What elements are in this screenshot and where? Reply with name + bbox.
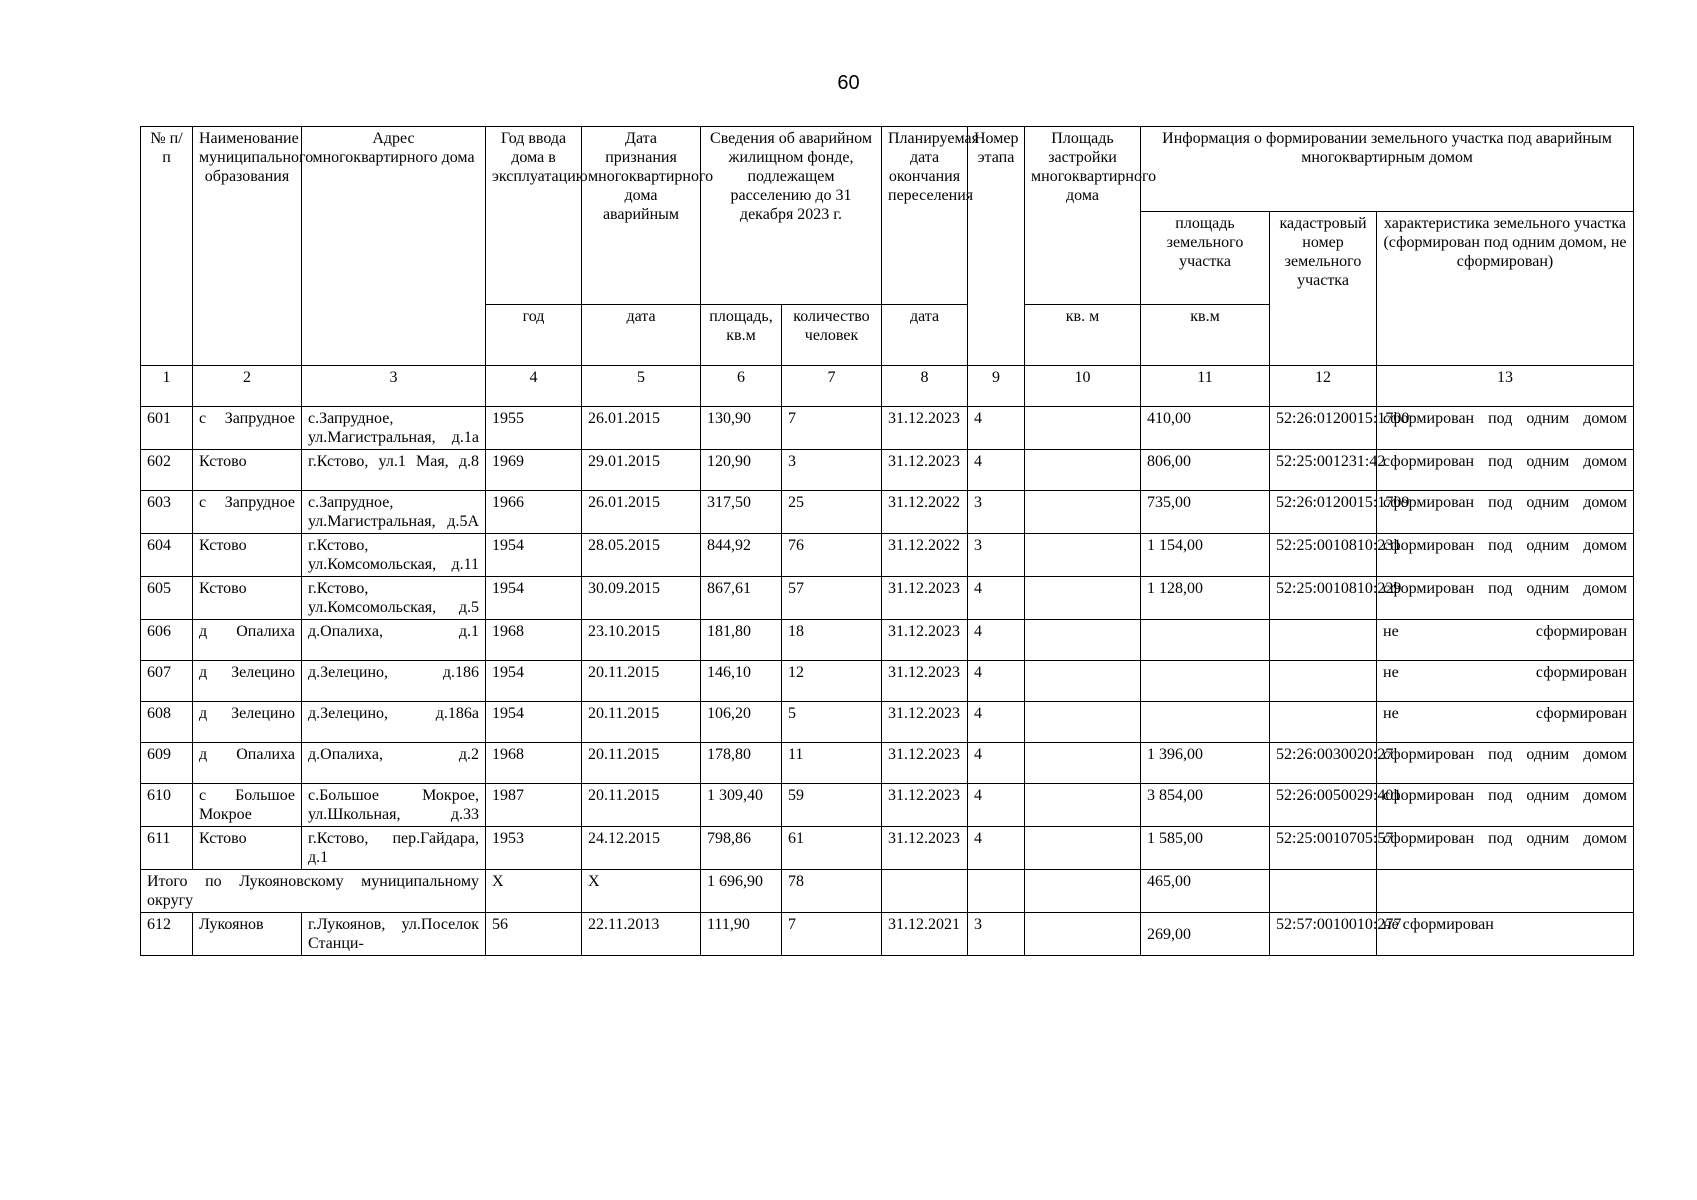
header-land-info: Информация о формировании земельного участка под аварийным многоквартирным домом <box>1141 127 1634 212</box>
emergency-housing-table <box>140 126 1634 956</box>
row-land <box>1141 661 1270 702</box>
row-municipality: с Запрудное <box>193 407 302 450</box>
row-year: 1968 <box>486 743 582 784</box>
column-number: 7 <box>782 366 882 407</box>
row-date: 20.11.2015 <box>582 661 701 702</box>
row-year: 1954 <box>486 534 582 577</box>
row-end: 31.12.2023 <box>882 743 968 784</box>
row-area: 106,20 <box>701 702 782 743</box>
row-date: 26.01.2015 <box>582 491 701 534</box>
row-area: 181,80 <box>701 620 782 661</box>
row-build <box>1025 450 1141 491</box>
row-date: 20.11.2015 <box>582 784 701 827</box>
table-footer <box>141 870 1634 956</box>
row-stage: 3 <box>968 913 1025 956</box>
column-number: 13 <box>1377 366 1634 407</box>
row-people: 7 <box>782 407 882 450</box>
row-cad: 52:26:0120015:1700 <box>1270 407 1377 450</box>
row-build <box>1025 743 1141 784</box>
row-address: г.Кстово, пер.Гайдара, д.1 <box>302 827 486 870</box>
row-area: 867,61 <box>701 577 782 620</box>
row-people: 3 <box>782 450 882 491</box>
row-char: не сформирован <box>1377 661 1634 702</box>
row-area: 130,90 <box>701 407 782 450</box>
header-emergency-fund: Сведения об аварийном жилищном фонде, подлежащем расселению до 31 декабря 2023 г. <box>701 127 882 305</box>
row-people: 12 <box>782 661 882 702</box>
row-area: 1 309,40 <box>701 784 782 827</box>
row-area: 178,80 <box>701 743 782 784</box>
row-date: 20.11.2015 <box>582 702 701 743</box>
row-number: 602 <box>141 450 193 491</box>
row-number: 604 <box>141 534 193 577</box>
unit-area: площадь, кв.м <box>701 305 782 366</box>
row-people: 76 <box>782 534 882 577</box>
unit-land-area: кв.м <box>1141 305 1270 366</box>
row-year: 1987 <box>486 784 582 827</box>
table-row <box>141 743 1634 784</box>
header-emergency-date: Дата признания многоквартирного дома аварийным <box>582 127 701 305</box>
row-people: 11 <box>782 743 882 784</box>
row-cad <box>1270 702 1377 743</box>
row-end: 31.12.2022 <box>882 534 968 577</box>
table-row <box>141 702 1634 743</box>
total-end <box>882 870 968 913</box>
row-year: 1954 <box>486 702 582 743</box>
row-municipality: Кстово <box>193 827 302 870</box>
table-header <box>141 127 1634 407</box>
row-area: 844,92 <box>701 534 782 577</box>
total-land: 465,00 <box>1141 870 1270 913</box>
unit-year: год <box>486 305 582 366</box>
row-year: 1955 <box>486 407 582 450</box>
table-row <box>141 491 1634 534</box>
header-cadastral: кадастровый номер земельного участка <box>1270 212 1377 366</box>
column-number: 5 <box>582 366 701 407</box>
row-address: г.Кстово, ул.Комсомольская, д.5 <box>302 577 486 620</box>
table-row <box>141 784 1634 827</box>
row-cad: 52:26:0050029:401 <box>1270 784 1377 827</box>
total-people: 78 <box>782 870 882 913</box>
row-municipality: д Опалиха <box>193 743 302 784</box>
table-row <box>141 577 1634 620</box>
row-cad: 52:25:001231:42 <box>1270 450 1377 491</box>
row-date: 20.11.2015 <box>582 743 701 784</box>
row-char: не сформирован <box>1377 702 1634 743</box>
row-char: сформирован под одним домом <box>1377 534 1634 577</box>
row-stage: 3 <box>968 491 1025 534</box>
row-municipality: Кстово <box>193 534 302 577</box>
table-row <box>141 913 1634 956</box>
row-cad: 52:25:0010810:231 <box>1270 534 1377 577</box>
row-land: 735,00 <box>1141 491 1270 534</box>
row-land <box>1141 620 1270 661</box>
header-land-area: площадь земельного участка <box>1141 212 1270 305</box>
row-number: 611 <box>141 827 193 870</box>
column-number: 6 <box>701 366 782 407</box>
row-stage: 4 <box>968 743 1025 784</box>
row-municipality: Кстово <box>193 450 302 491</box>
header-planned-end: Планируемая дата окончания переселения <box>882 127 968 305</box>
row-area: 146,10 <box>701 661 782 702</box>
unit-end-date: дата <box>882 305 968 366</box>
total-stage <box>968 870 1025 913</box>
row-date: 23.10.2015 <box>582 620 701 661</box>
row-address: г.Кстово, ул.1 Мая, д.8 <box>302 450 486 491</box>
header-build-area: Площадь застройки многоквартирного дома <box>1025 127 1141 305</box>
row-char: сформирован под одним домом <box>1377 450 1634 491</box>
table-body <box>141 407 1634 870</box>
row-end: 31.12.2023 <box>882 702 968 743</box>
total-build <box>1025 870 1141 913</box>
row-number: 603 <box>141 491 193 534</box>
header-address: Адрес многоквартирного дома <box>302 127 486 366</box>
row-cad: 52:26:0030020:27 <box>1270 743 1377 784</box>
row-people: 5 <box>782 702 882 743</box>
row-stage: 4 <box>968 407 1025 450</box>
header-municipality: Наименование муниципального образования <box>193 127 302 366</box>
row-end: 31.12.2023 <box>882 620 968 661</box>
row-municipality: д Опалиха <box>193 620 302 661</box>
row-stage: 4 <box>968 661 1025 702</box>
row-cad: 52:26:0120015:1709 <box>1270 491 1377 534</box>
row-address: с.Большое Мокрое, ул.Школьная, д.33 <box>302 784 486 827</box>
row-address: г.Кстово, ул.Комсомольская, д.11 <box>302 534 486 577</box>
row-people: 25 <box>782 491 882 534</box>
unit-people: количество человек <box>782 305 882 366</box>
row-people: 57 <box>782 577 882 620</box>
column-number: 4 <box>486 366 582 407</box>
unit-build-area: кв. м <box>1025 305 1141 366</box>
row-build <box>1025 534 1141 577</box>
row-stage: 4 <box>968 620 1025 661</box>
row-year: 1968 <box>486 620 582 661</box>
row-char: не сформирован <box>1377 620 1634 661</box>
row-number: 605 <box>141 577 193 620</box>
row-number: 606 <box>141 620 193 661</box>
row-build <box>1025 577 1141 620</box>
total-char <box>1377 870 1634 913</box>
row-stage: 4 <box>968 577 1025 620</box>
row-address: д.Зелецино, д.186а <box>302 702 486 743</box>
row-year: 1954 <box>486 661 582 702</box>
row-address: д.Опалиха, д.2 <box>302 743 486 784</box>
row-end: 31.12.2023 <box>882 407 968 450</box>
row-people: 59 <box>782 784 882 827</box>
row-address: г.Лукоянов, ул.Поселок Станци- <box>302 913 486 956</box>
row-cad <box>1270 620 1377 661</box>
row-number: 609 <box>141 743 193 784</box>
table-row <box>141 534 1634 577</box>
row-build <box>1025 784 1141 827</box>
header-year-built: Год ввода дома в эксплуатацию <box>486 127 582 305</box>
row-land: 1 585,00 <box>1141 827 1270 870</box>
row-end: 31.12.2021 <box>882 913 968 956</box>
table-row <box>141 661 1634 702</box>
page-number: 60 <box>837 72 860 94</box>
row-land: 806,00 <box>1141 450 1270 491</box>
row-stage: 4 <box>968 784 1025 827</box>
column-number: 10 <box>1025 366 1141 407</box>
row-date: 28.05.2015 <box>582 534 701 577</box>
row-land <box>1141 702 1270 743</box>
column-number: 9 <box>968 366 1025 407</box>
row-end: 31.12.2023 <box>882 577 968 620</box>
row-stage: 3 <box>968 534 1025 577</box>
row-cad: 52:25:0010705:57 <box>1270 827 1377 870</box>
total-label: Итого по Лукояновскому муниципальному округу <box>141 870 486 913</box>
row-stage: 4 <box>968 450 1025 491</box>
row-build <box>1025 407 1141 450</box>
row-year: 1966 <box>486 491 582 534</box>
table-row <box>141 620 1634 661</box>
row-area: 111,90 <box>701 913 782 956</box>
row-char: сформирован под одним домом <box>1377 827 1634 870</box>
row-area: 798,86 <box>701 827 782 870</box>
row-build <box>1025 661 1141 702</box>
row-year: 56 <box>486 913 582 956</box>
row-land: 1 154,00 <box>1141 534 1270 577</box>
column-number: 8 <box>882 366 968 407</box>
table-row <box>141 827 1634 870</box>
total-row <box>141 870 1634 913</box>
row-address: с.Запрудное, ул.Магистральная, д.1а <box>302 407 486 450</box>
total-area: 1 696,90 <box>701 870 782 913</box>
row-char: сформирован под одним домом <box>1377 491 1634 534</box>
table-row <box>141 450 1634 491</box>
row-build <box>1025 827 1141 870</box>
row-date: 24.12.2015 <box>582 827 701 870</box>
row-number: 610 <box>141 784 193 827</box>
row-municipality: с Запрудное <box>193 491 302 534</box>
row-end: 31.12.2023 <box>882 784 968 827</box>
row-municipality: с Большое Мокрое <box>193 784 302 827</box>
column-number: 2 <box>193 366 302 407</box>
column-number: 11 <box>1141 366 1270 407</box>
row-date: 26.01.2015 <box>582 407 701 450</box>
row-build <box>1025 913 1141 956</box>
row-char: не сформирован <box>1377 913 1634 956</box>
row-address: с.Запрудное, ул.Магистральная, д.5А <box>302 491 486 534</box>
row-land: 3 854,00 <box>1141 784 1270 827</box>
row-area: 120,90 <box>701 450 782 491</box>
header-number: № п/п <box>141 127 193 366</box>
column-number: 12 <box>1270 366 1377 407</box>
row-end: 31.12.2023 <box>882 661 968 702</box>
row-number: 607 <box>141 661 193 702</box>
row-land: 1 128,00 <box>1141 577 1270 620</box>
row-people: 61 <box>782 827 882 870</box>
row-year: 1953 <box>486 827 582 870</box>
row-people: 7 <box>782 913 882 956</box>
unit-date: дата <box>582 305 701 366</box>
row-cad <box>1270 661 1377 702</box>
row-land: 269,00 <box>1141 913 1270 956</box>
header-stage: Номер этапа <box>968 127 1025 366</box>
row-municipality: Кстово <box>193 577 302 620</box>
row-area: 317,50 <box>701 491 782 534</box>
row-date: 22.11.2013 <box>582 913 701 956</box>
column-number: 3 <box>302 366 486 407</box>
row-build <box>1025 702 1141 743</box>
row-number: 608 <box>141 702 193 743</box>
row-address: д.Опалиха, д.1 <box>302 620 486 661</box>
row-build <box>1025 620 1141 661</box>
row-date: 30.09.2015 <box>582 577 701 620</box>
row-cad: 52:25:0010810:229 <box>1270 577 1377 620</box>
row-end: 31.12.2023 <box>882 827 968 870</box>
row-address: д.Зелецино, д.186 <box>302 661 486 702</box>
row-municipality: д Зелецино <box>193 661 302 702</box>
total-date: X <box>582 870 701 913</box>
row-number: 612 <box>141 913 193 956</box>
row-number: 601 <box>141 407 193 450</box>
table-row <box>141 407 1634 450</box>
row-end: 31.12.2023 <box>882 450 968 491</box>
row-people: 18 <box>782 620 882 661</box>
row-char: сформирован под одним домом <box>1377 784 1634 827</box>
row-year: 1954 <box>486 577 582 620</box>
row-date: 29.01.2015 <box>582 450 701 491</box>
row-char: сформирован под одним домом <box>1377 743 1634 784</box>
row-municipality: д Зелецино <box>193 702 302 743</box>
row-stage: 4 <box>968 827 1025 870</box>
row-stage: 4 <box>968 702 1025 743</box>
column-number: 1 <box>141 366 193 407</box>
header-land-characteristic: характеристика земельного участка (сформирован под одним домом, не сформирован) <box>1377 212 1634 366</box>
row-build <box>1025 491 1141 534</box>
column-number-row <box>141 366 1634 407</box>
row-cad: 52:57:0010010:277 <box>1270 913 1377 956</box>
row-char: сформирован под одним домом <box>1377 407 1634 450</box>
total-cad <box>1270 870 1377 913</box>
row-land: 1 396,00 <box>1141 743 1270 784</box>
row-year: 1969 <box>486 450 582 491</box>
row-land: 410,00 <box>1141 407 1270 450</box>
total-year: X <box>486 870 582 913</box>
row-char: сформирован под одним домом <box>1377 577 1634 620</box>
row-municipality: Лукоянов <box>193 913 302 956</box>
row-end: 31.12.2022 <box>882 491 968 534</box>
